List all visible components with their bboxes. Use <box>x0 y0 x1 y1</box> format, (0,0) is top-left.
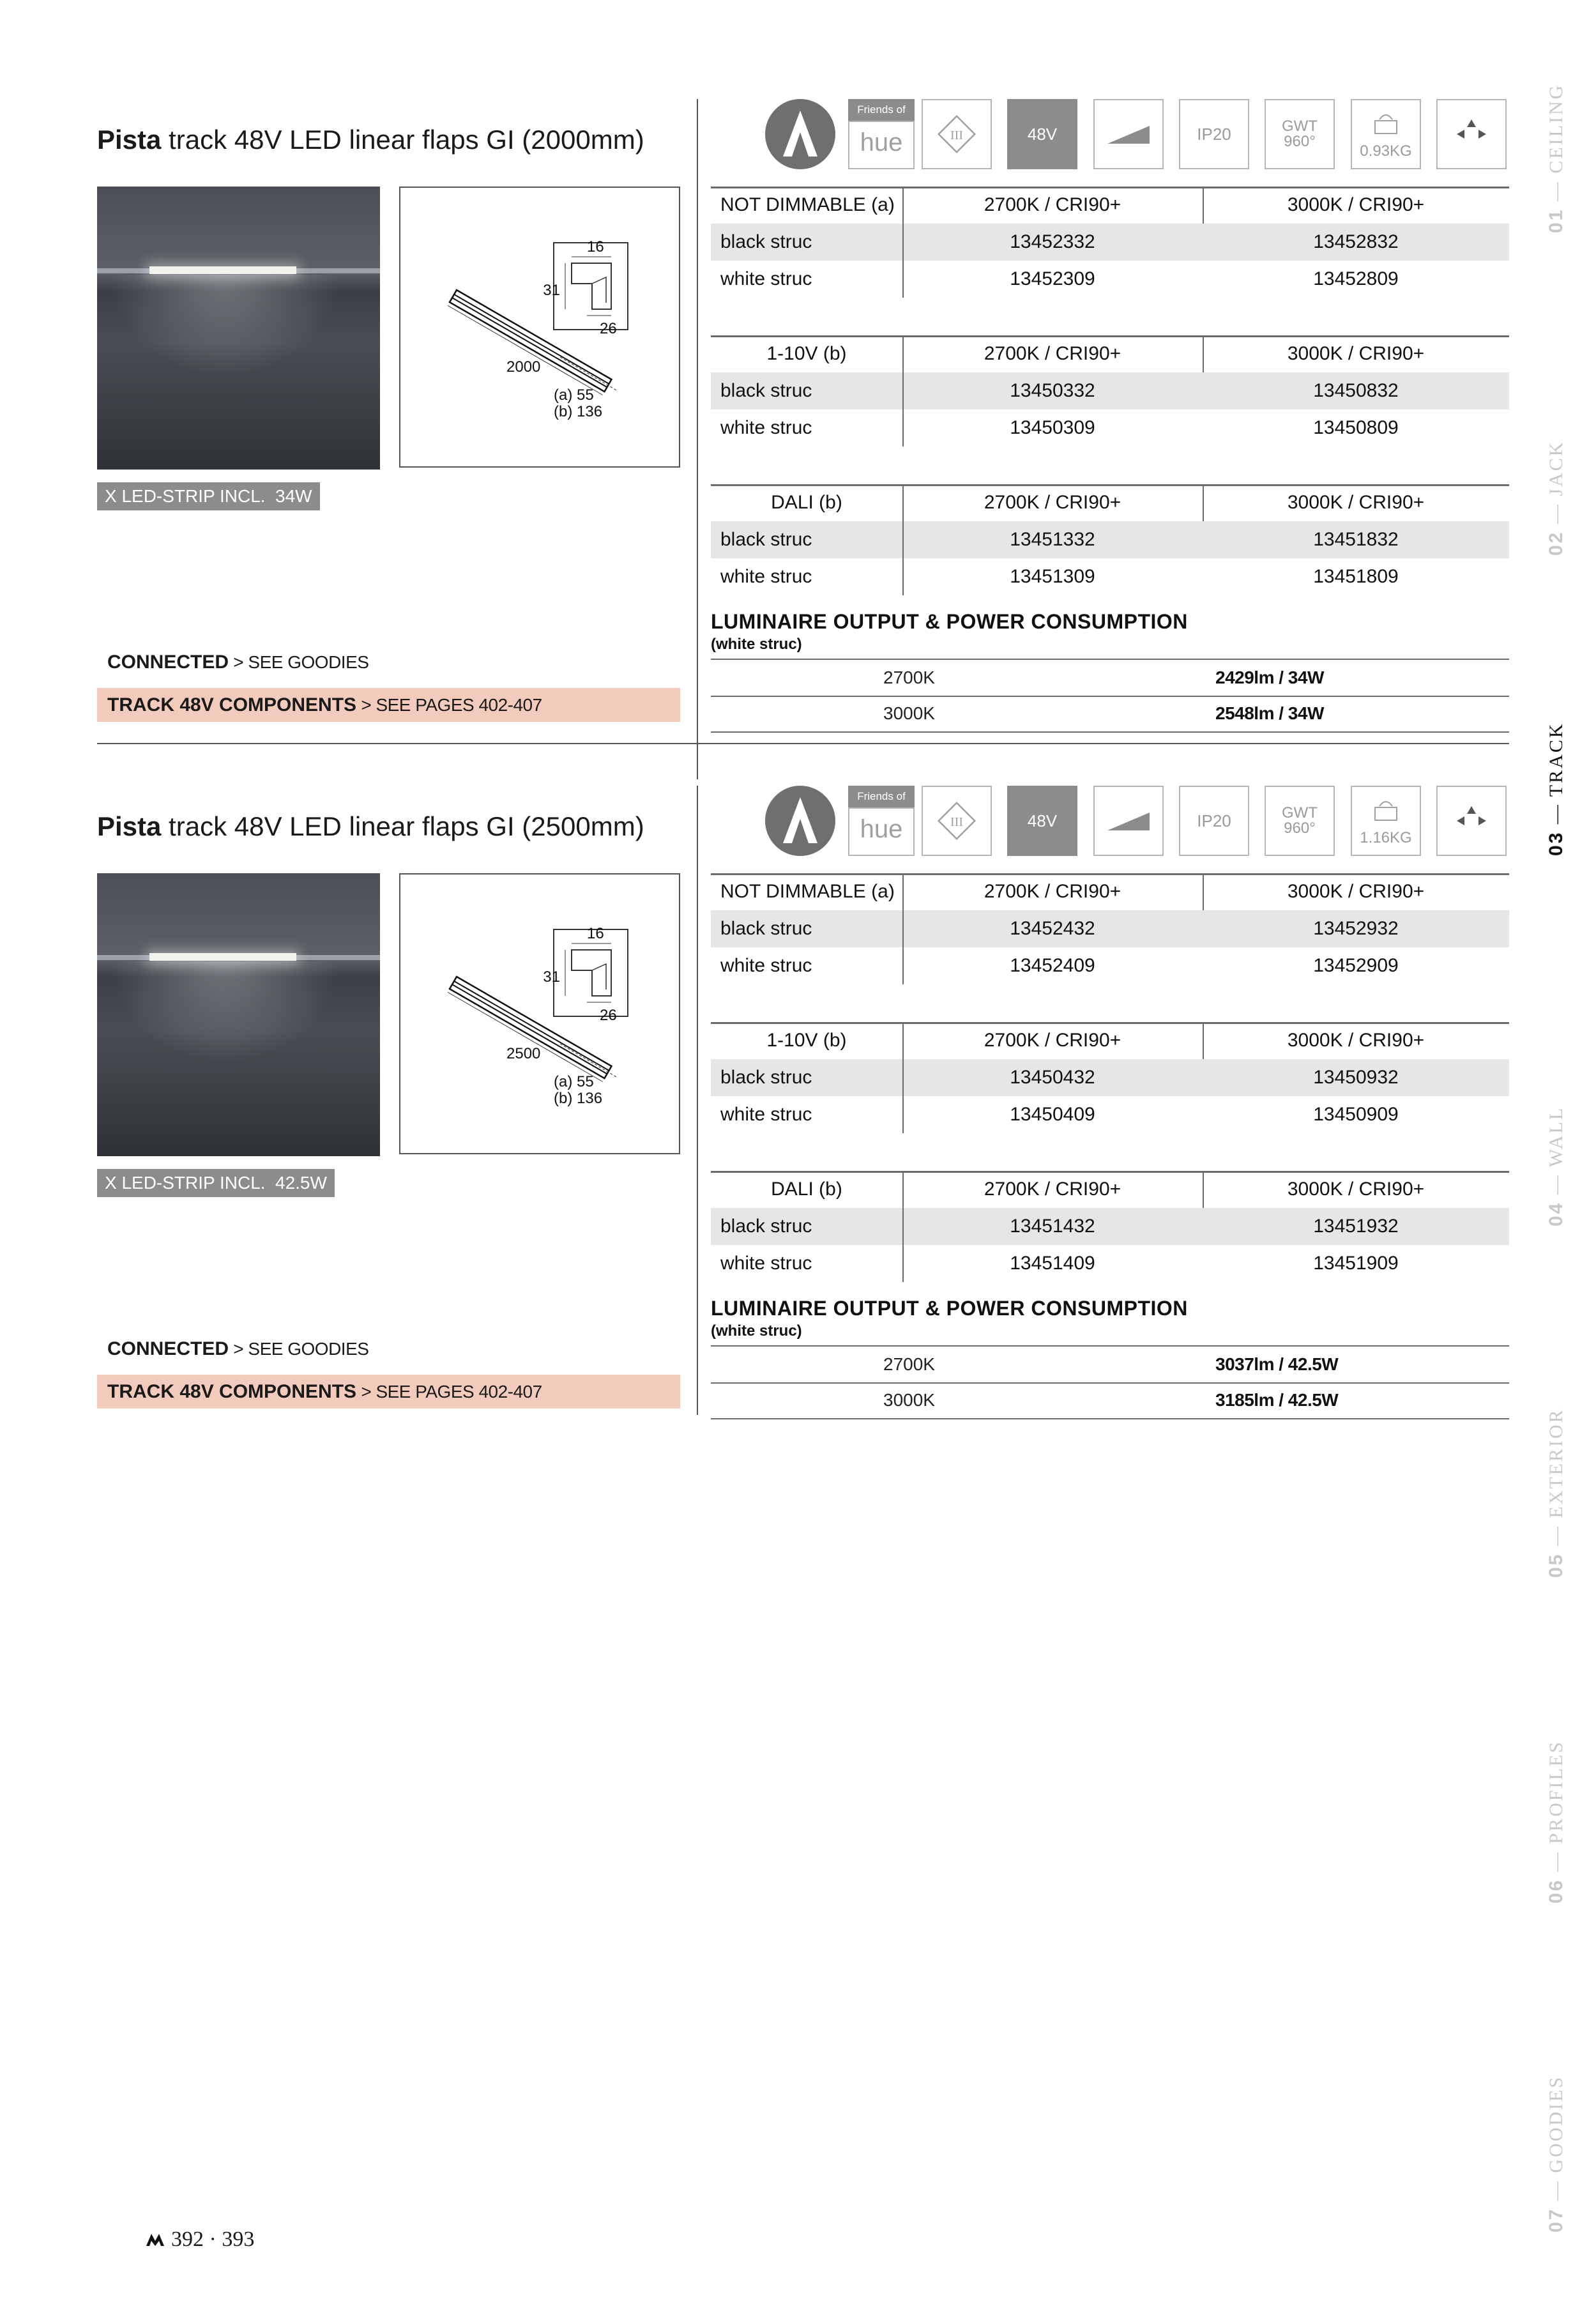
column-2700k: 2700K / CRI90+ <box>984 881 1121 902</box>
output-top-rule <box>711 659 1509 660</box>
connected-link[interactable] <box>107 652 369 673</box>
product-section <box>0 687 1596 1428</box>
column-2700k: 2700K / CRI90+ <box>984 1179 1121 1200</box>
color-temperature: 3000K <box>883 1390 935 1410</box>
dimming-type: 1-10V (b) <box>766 343 847 364</box>
order-code-3000k: 13450909 <box>1313 1104 1399 1125</box>
output-value: 3037lm / 42.5W <box>1215 1354 1339 1374</box>
side-nav-label: — GOODIES <box>1546 2075 1567 2208</box>
column-separator <box>1203 484 1204 521</box>
dimension-width: 26 <box>600 1007 617 1024</box>
side-nav-number: 03 <box>1546 830 1567 856</box>
product-photo <box>97 187 380 470</box>
product-section <box>0 0 1596 741</box>
color-temperature: 3000K <box>883 703 935 723</box>
order-code-3000k: 13451832 <box>1313 529 1399 550</box>
table-header <box>711 484 1509 524</box>
order-code-3000k: 13450932 <box>1313 1067 1399 1088</box>
gwt-label: GWT <box>1282 804 1318 821</box>
table-header <box>711 873 1509 913</box>
product-title <box>97 125 644 155</box>
product-title <box>97 811 644 842</box>
side-nav-number: 06 <box>1546 1878 1567 1904</box>
order-code-table <box>711 187 1509 298</box>
table-row <box>711 372 1509 409</box>
side-nav-number: 07 <box>1546 2207 1567 2233</box>
product-name: Pista <box>97 125 162 155</box>
luminaire-output-subtitle: (white struc) <box>711 636 802 653</box>
ip-rating-badge-label: IP20 <box>1197 811 1231 830</box>
table-header <box>711 335 1509 376</box>
luminaire-output-row <box>711 1382 1509 1419</box>
table-header <box>711 1022 1509 1062</box>
side-nav-item[interactable] <box>1546 1740 1567 1904</box>
table-header <box>711 187 1509 227</box>
order-code-2700k: 13452332 <box>1010 231 1095 252</box>
column-separator <box>1203 873 1204 910</box>
color-temperature: 2700K <box>883 668 935 687</box>
table-row <box>711 558 1509 595</box>
product-photo <box>97 873 380 1156</box>
dimming-ramp-icon <box>1093 99 1164 169</box>
glow-wire-badge <box>1265 99 1335 169</box>
order-code-table <box>711 1171 1509 1282</box>
table-row <box>711 521 1509 558</box>
adjustable-arrows-icon <box>1436 786 1507 856</box>
order-code-table <box>711 1022 1509 1133</box>
weight-badge <box>1351 786 1421 856</box>
order-code-table <box>711 335 1509 447</box>
voltage-badge <box>1007 99 1077 169</box>
dimension-height: 31 <box>543 968 560 986</box>
output-top-rule <box>711 1345 1509 1347</box>
ip-rating-badge <box>1179 786 1249 856</box>
output-value: 2548lm / 34W <box>1215 703 1324 723</box>
friends-of-hue-icon <box>848 99 915 169</box>
dimension-a: (a) 55 <box>554 1073 594 1090</box>
side-nav-label: — WALL <box>1546 1106 1567 1202</box>
gwt-label: GWT <box>1282 118 1318 135</box>
finish-label: white struc <box>720 417 812 438</box>
table-row <box>711 1059 1509 1096</box>
order-code-3000k: 13452809 <box>1313 268 1399 289</box>
order-code-3000k: 13450832 <box>1313 380 1399 401</box>
output-value: 2429lm / 34W <box>1215 668 1324 687</box>
dimming-type: DALI (b) <box>771 1179 842 1200</box>
finish-label: white struc <box>720 268 812 289</box>
dimension-height: 31 <box>543 282 560 299</box>
brand-circle-icon <box>765 99 835 169</box>
svg-text:III: III <box>950 128 963 142</box>
order-code-table <box>711 873 1509 984</box>
column-2700k: 2700K / CRI90+ <box>984 492 1121 513</box>
weight-label: 0.93KG <box>1360 142 1412 160</box>
table-row <box>711 947 1509 984</box>
voltage-badge <box>1007 786 1077 856</box>
finish-label: white struc <box>720 1253 812 1274</box>
brand-logo-icon <box>146 2233 165 2247</box>
table-row <box>711 261 1509 298</box>
finish-label: white struc <box>720 566 812 587</box>
connected-target: > SEE GOODIES <box>229 1339 369 1359</box>
voltage-badge-label: 48V <box>1027 125 1058 144</box>
luminaire-output-title: LUMINAIRE OUTPUT & POWER CONSUMPTION <box>711 610 1188 633</box>
column-3000k: 3000K / CRI90+ <box>1287 881 1425 902</box>
dimming-type: 1-10V (b) <box>766 1030 847 1051</box>
finish-label: white struc <box>720 955 812 976</box>
color-temperature: 2700K <box>883 1354 935 1374</box>
connected-target: > SEE GOODIES <box>229 652 369 672</box>
order-code-2700k: 13452409 <box>1010 955 1095 976</box>
components-label: TRACK 48V COMPONENTS <box>107 1381 357 1402</box>
side-nav-item[interactable] <box>1546 84 1567 233</box>
side-nav-label: — EXTERIOR <box>1546 1408 1567 1553</box>
side-nav-number: 01 <box>1546 208 1567 233</box>
column-separator <box>1203 1022 1204 1059</box>
table-row <box>711 224 1509 261</box>
finish-label: black struc <box>720 529 812 550</box>
order-code-2700k: 13450432 <box>1010 1067 1095 1088</box>
column-3000k: 3000K / CRI90+ <box>1287 1030 1425 1051</box>
order-code-table <box>711 484 1509 595</box>
weight-label: 1.16KG <box>1360 829 1412 846</box>
power-tag: 42.5W <box>268 1169 335 1197</box>
column-separator <box>902 484 904 595</box>
class-iii-icon <box>922 99 992 169</box>
components-label: TRACK 48V COMPONENTS <box>107 694 357 715</box>
order-code-3000k: 13452909 <box>1313 955 1399 976</box>
order-code-2700k: 13451309 <box>1010 566 1095 587</box>
dimming-type: NOT DIMMABLE (a) <box>720 881 895 902</box>
voltage-badge-label: 48V <box>1027 811 1058 830</box>
finish-label: black struc <box>720 231 812 252</box>
product-description: track 48V LED linear flaps GI (2000mm) <box>161 125 644 155</box>
column-separator <box>902 873 904 984</box>
dimension-depth: 16 <box>587 925 604 942</box>
side-nav-item[interactable] <box>1546 1106 1567 1226</box>
dimension-depth: 16 <box>587 238 604 256</box>
side-nav-number: 05 <box>1546 1552 1567 1578</box>
dimension-width: 26 <box>600 320 617 337</box>
glow-wire-badge <box>1265 786 1335 856</box>
luminaire-output-subtitle: (white struc) <box>711 1322 802 1340</box>
column-3000k: 3000K / CRI90+ <box>1287 343 1425 364</box>
led-strip-tag: X LED-STRIP INCL. <box>97 1169 273 1197</box>
svg-text:III: III <box>950 815 963 829</box>
side-nav-number: 04 <box>1546 1201 1567 1226</box>
column-separator <box>902 1171 904 1282</box>
finish-label: black struc <box>720 380 812 401</box>
connected-link[interactable] <box>107 1338 369 1360</box>
table-row <box>711 1096 1509 1133</box>
side-nav-label: — PROFILES <box>1546 1740 1567 1879</box>
dimming-ramp-icon <box>1093 786 1164 856</box>
adjustable-arrows-icon <box>1436 99 1507 169</box>
finish-label: white struc <box>720 1104 812 1125</box>
column-2700k: 2700K / CRI90+ <box>984 194 1121 215</box>
product-name: Pista <box>97 811 162 841</box>
ip-rating-badge <box>1179 99 1249 169</box>
order-code-3000k: 13451909 <box>1313 1253 1399 1274</box>
column-3000k: 3000K / CRI90+ <box>1287 492 1425 513</box>
column-separator <box>902 335 904 447</box>
order-code-2700k: 13451332 <box>1010 529 1095 550</box>
components-link[interactable] <box>97 1375 680 1409</box>
side-nav-label: — CEILING <box>1546 83 1567 208</box>
hue-main-label: hue <box>848 807 915 856</box>
led-strip-tag: X LED-STRIP INCL. <box>97 482 273 510</box>
product-description: track 48V LED linear flaps GI (2500mm) <box>161 811 644 841</box>
order-code-2700k: 13450332 <box>1010 380 1095 401</box>
components-target: > SEE PAGES 402-407 <box>356 695 542 715</box>
column-separator <box>902 187 904 298</box>
finish-label: black struc <box>720 918 812 939</box>
side-nav-item[interactable] <box>1546 441 1567 556</box>
ip-rating-badge-label: IP20 <box>1197 125 1231 144</box>
column-2700k: 2700K / CRI90+ <box>984 343 1121 364</box>
order-code-3000k: 13451932 <box>1313 1216 1399 1237</box>
order-code-2700k: 13450309 <box>1010 417 1095 438</box>
gwt-temp: 960° <box>1284 820 1316 837</box>
technical-drawing <box>399 187 680 468</box>
friends-of-hue-icon <box>848 786 915 856</box>
column-3000k: 3000K / CRI90+ <box>1287 1179 1425 1200</box>
column-separator <box>1203 187 1204 224</box>
connected-label: CONNECTED <box>107 1338 229 1359</box>
finish-label: black struc <box>720 1216 812 1237</box>
table-row <box>711 1245 1509 1282</box>
column-separator <box>1203 335 1204 372</box>
dimension-length: 2500 <box>506 1045 541 1062</box>
output-value: 3185lm / 42.5W <box>1215 1390 1339 1410</box>
side-nav-item[interactable] <box>1546 2075 1567 2233</box>
order-code-2700k: 13450409 <box>1010 1104 1095 1125</box>
technical-drawing <box>399 873 680 1154</box>
order-code-2700k: 13451432 <box>1010 1216 1095 1237</box>
column-3000k: 3000K / CRI90+ <box>1287 194 1425 215</box>
dimension-b: (b) 136 <box>554 1090 603 1107</box>
finish-label: black struc <box>720 1067 812 1088</box>
side-nav-label: — JACK <box>1546 440 1567 531</box>
luminaire-output-title: LUMINAIRE OUTPUT & POWER CONSUMPTION <box>711 1297 1188 1320</box>
order-code-2700k: 13452309 <box>1010 268 1095 289</box>
side-nav-item[interactable] <box>1546 1408 1567 1578</box>
side-nav-label: — TRACK <box>1546 722 1567 831</box>
dimension-length: 2000 <box>506 358 541 376</box>
order-code-3000k: 13452932 <box>1313 918 1399 939</box>
brand-circle-icon <box>765 786 835 856</box>
hue-main-label: hue <box>848 121 915 169</box>
order-code-3000k: 13450809 <box>1313 417 1399 438</box>
page-numbers: 392 · 393 <box>171 2227 255 2251</box>
order-code-3000k: 13452832 <box>1313 231 1399 252</box>
hue-top-label: Friends of <box>848 99 915 121</box>
dimming-type: NOT DIMMABLE (a) <box>720 194 895 215</box>
table-header <box>711 1171 1509 1211</box>
class-iii-icon <box>922 786 992 856</box>
column-separator <box>902 1022 904 1133</box>
dimension-b: (b) 136 <box>554 403 603 420</box>
table-row <box>711 1208 1509 1245</box>
side-nav-number: 02 <box>1546 530 1567 556</box>
components-target: > SEE PAGES 402-407 <box>356 1382 542 1402</box>
luminaire-output-row <box>711 1347 1509 1384</box>
gwt-temp: 960° <box>1284 133 1316 150</box>
table-row <box>711 409 1509 447</box>
dimension-a: (a) 55 <box>554 386 594 404</box>
order-code-2700k: 13451409 <box>1010 1253 1095 1274</box>
dimming-type: DALI (b) <box>771 492 842 513</box>
side-nav-item[interactable] <box>1546 722 1567 856</box>
power-tag: 34W <box>268 482 320 510</box>
weight-badge <box>1351 99 1421 169</box>
section-divider <box>97 743 1509 744</box>
order-code-3000k: 13451809 <box>1313 566 1399 587</box>
table-row <box>711 910 1509 947</box>
column-divider <box>697 99 698 779</box>
hue-top-label: Friends of <box>848 786 915 807</box>
column-separator <box>1203 1171 1204 1208</box>
column-2700k: 2700K / CRI90+ <box>984 1030 1121 1051</box>
column-divider <box>697 786 698 1415</box>
connected-label: CONNECTED <box>107 652 229 673</box>
order-code-2700k: 13452432 <box>1010 918 1095 939</box>
